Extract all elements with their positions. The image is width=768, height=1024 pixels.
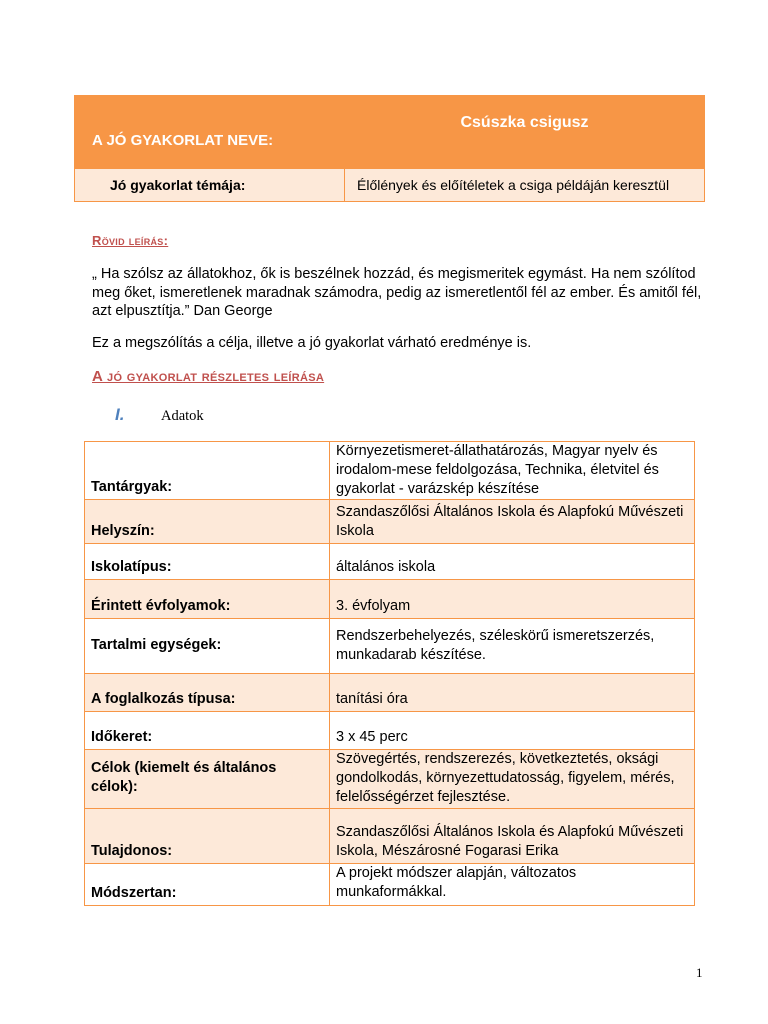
row-label: Érintett évfolyamok: [85, 580, 330, 619]
row-label: A foglalkozás típusa: [85, 674, 330, 712]
section-roman-numeral: I. [115, 405, 125, 424]
row-value: 3 x 45 perc [330, 712, 695, 750]
row-value: 3. évfolyam [330, 580, 695, 619]
row-value: általános iskola [330, 544, 695, 580]
row-label: Célok (kiemelt és általános célok): [85, 750, 330, 809]
practice-topic-label: Jó gyakorlat témája: [75, 169, 345, 202]
table-row [85, 619, 695, 674]
row-value: Környezetismeret-állathatározás, Magyar nyelv és irodalom-mese feldolgozása, Technika, életvitel és gyakorlat - varázskép készítése [330, 442, 695, 500]
short-description-title: Rövid leírás: [92, 233, 169, 248]
row-label: Iskolatípus: [85, 544, 330, 580]
table-row [85, 809, 695, 864]
detailed-description-title: A jó gyakorlat részletes leírása [92, 368, 325, 385]
section-subtitle: Adatok [161, 408, 204, 424]
data-table [84, 441, 695, 906]
row-label: Tulajdonos: [85, 809, 330, 864]
table-row [85, 580, 695, 619]
practice-name-value: Csúszka csigusz [345, 96, 705, 169]
row-label: Módszertan: [85, 864, 330, 906]
row-value: Szandaszőlősi Általános Iskola és Alapfokú Művészeti Iskola, Mészárosné Fogarasi Erika [330, 809, 695, 864]
row-value: A projekt módszer alapján, változatos munkaformákkal. [330, 864, 695, 906]
table-row [85, 712, 695, 750]
practice-topic-value: Élőlények és előítéletek a csiga példáján keresztül [345, 169, 705, 202]
table-row [85, 750, 695, 809]
table-row [85, 544, 695, 580]
quote-paragraph: „ Ha szólsz az állatokhoz, ők is beszélnek hozzád, és megismeritek egymást. Ha nem szólítod meg őket, ismeretlenek maradnak számodra, pedig az ismeretlentől fél az ember. És amitől fél, azt elpusztítja.” Dan George [92, 266, 702, 319]
practice-name-label: A JÓ GYAKORLAT NEVE: [75, 96, 345, 169]
goal-paragraph: Ez a megszólítás a célja, illetve a jó gyakorlat várható eredménye is. [92, 335, 532, 351]
row-label: Helyszín: [85, 500, 330, 544]
row-label: Tartalmi egységek: [85, 619, 330, 674]
table-row [85, 674, 695, 712]
page-number: 1 [696, 965, 703, 980]
row-value: tanítási óra [330, 674, 695, 712]
table-row [85, 864, 695, 906]
table-row [85, 500, 695, 544]
row-label: Időkeret: [85, 712, 330, 750]
row-value: Szandaszőlősi Általános Iskola és Alapfokú Művészeti Iskola [330, 500, 695, 544]
row-value: Rendszerbehelyezés, széleskörű ismeretszerzés, munkadarab készítése. [330, 619, 695, 674]
row-label: Tantárgyak: [85, 442, 330, 500]
header-table [74, 95, 705, 202]
table-row [85, 442, 695, 500]
row-value: Szövegértés, rendszerezés, következtetés, oksági gondolkodás, környezettudatosság, figyelem, mérés, felelősségérzet fejlesztése. [330, 750, 695, 809]
